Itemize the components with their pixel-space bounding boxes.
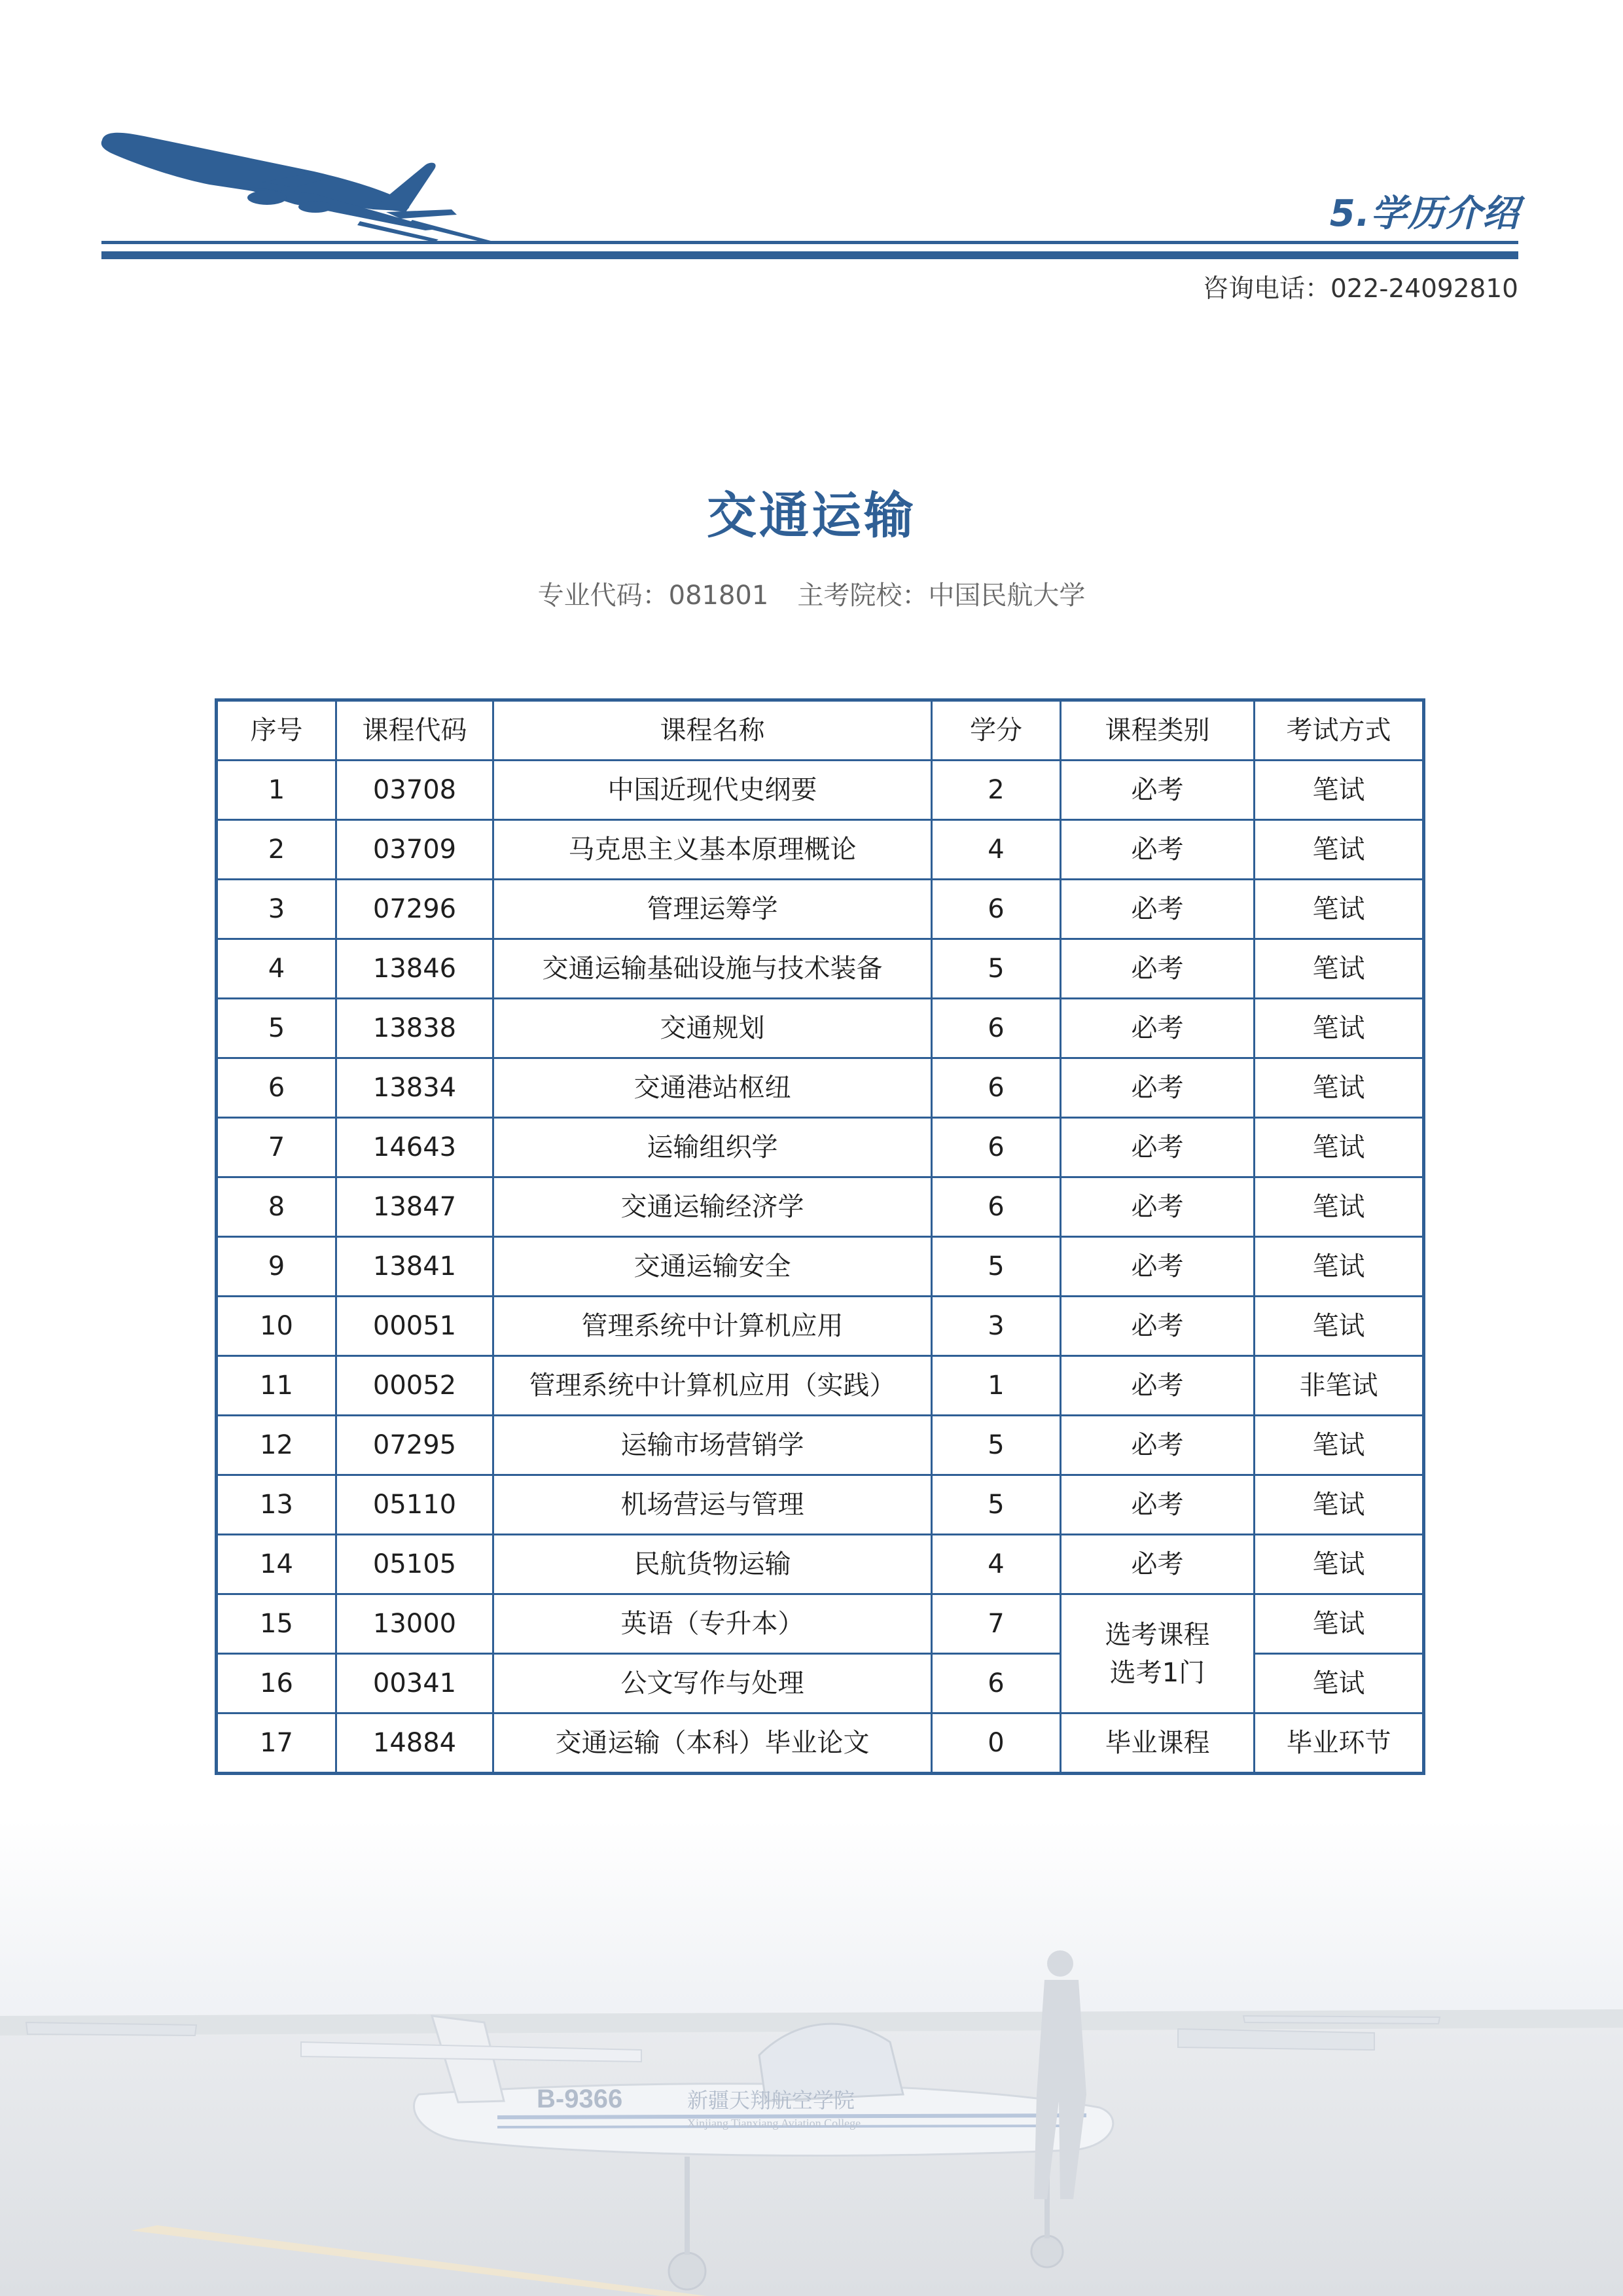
cell-no: 12 [217,1416,336,1475]
cell-no: 11 [217,1356,336,1416]
cell-code: 13834 [336,1058,493,1118]
airfield-photo [0,1820,1623,2296]
table-row [217,1535,1424,1594]
cell-name: 英语（专升本） [493,1594,932,1654]
cell-credits: 6 [932,1177,1061,1237]
cell-name: 中国近现代史纲要 [493,761,932,820]
major-code: 专业代码：081801 [537,581,769,611]
cell-credits: 5 [932,1237,1061,1297]
table-row [217,1118,1424,1177]
cell-category: 必考 [1061,761,1255,820]
cell-credits: 2 [932,761,1061,820]
cell-code: 13846 [336,939,493,999]
cell-code: 03708 [336,761,493,820]
table-row [217,939,1424,999]
course-table [215,698,1425,1775]
cell-no: 9 [217,1237,336,1297]
cell-credits: 0 [932,1713,1061,1774]
cell-exam: 笔试 [1255,1535,1424,1594]
cell-no: 15 [217,1594,336,1654]
cell-exam: 笔试 [1255,939,1424,999]
cell-code: 14643 [336,1118,493,1177]
aircraft-registration: B-9366 [537,2085,623,2113]
cell-exam: 笔试 [1255,761,1424,820]
cell-category: 必考 [1061,1356,1255,1416]
cell-category: 必考 [1061,939,1255,999]
cell-name: 交通运输安全 [493,1237,932,1297]
cell-no: 3 [217,880,336,939]
cell-code: 14884 [336,1713,493,1774]
cell-exam: 笔试 [1255,1058,1424,1118]
cell-category: 必考 [1061,1237,1255,1297]
cell-no: 7 [217,1118,336,1177]
cell-category-elective [1061,1594,1255,1713]
airplane-logo-icon [98,131,497,249]
cell-exam: 非笔试 [1255,1356,1424,1416]
cell-exam: 笔试 [1255,880,1424,939]
header-code: 课程代码 [336,700,493,761]
cell-exam: 毕业环节 [1255,1713,1424,1774]
cell-code: 00341 [336,1654,493,1713]
cell-code: 13838 [336,999,493,1058]
cell-code: 05110 [336,1475,493,1535]
cell-name: 交通规划 [493,999,932,1058]
table-row [217,1416,1424,1475]
table-row [217,880,1424,939]
header-credits: 学分 [932,700,1061,761]
cell-name: 交通运输基础设施与技术装备 [493,939,932,999]
cell-category: 必考 [1061,1297,1255,1356]
cell-no: 10 [217,1297,336,1356]
cell-name: 运输组织学 [493,1118,932,1177]
cell-category: 必考 [1061,1118,1255,1177]
cell-exam: 笔试 [1255,1416,1424,1475]
table-row [217,1058,1424,1118]
cell-name: 管理系统中计算机应用 [493,1297,932,1356]
cell-credits: 6 [932,1118,1061,1177]
table-header-row [217,700,1424,761]
exam-school: 主考院校：中国民航大学 [797,581,1086,611]
cell-code: 13841 [336,1237,493,1297]
cell-category: 必考 [1061,1177,1255,1237]
cell-category: 必考 [1061,1416,1255,1475]
cell-credits: 7 [932,1594,1061,1654]
table-row [217,1594,1424,1654]
cell-no: 16 [217,1654,336,1713]
cell-code: 03709 [336,820,493,880]
cell-name: 马克思主义基本原理概论 [493,820,932,880]
cell-no: 17 [217,1713,336,1774]
header-no: 序号 [217,700,336,761]
cell-name: 运输市场营销学 [493,1416,932,1475]
cell-code: 00052 [336,1356,493,1416]
cell-no: 5 [217,999,336,1058]
cell-credits: 6 [932,1058,1061,1118]
table-row [217,1297,1424,1356]
table-row [217,1713,1424,1774]
cell-no: 6 [217,1058,336,1118]
cell-no: 8 [217,1177,336,1237]
consult-phone: 咨询电话：022-24092810 [1202,274,1518,304]
cell-exam: 笔试 [1255,999,1424,1058]
cell-code: 13847 [336,1177,493,1237]
header-exam: 考试方式 [1255,700,1424,761]
table-row [217,1356,1424,1416]
elective-line-2: 选考1门 [1109,1657,1205,1688]
cell-credits: 1 [932,1356,1061,1416]
cell-name: 交通港站枢纽 [493,1058,932,1118]
table-row [217,761,1424,820]
cell-category: 必考 [1061,880,1255,939]
table-row [217,1475,1424,1535]
cell-category: 必考 [1061,1058,1255,1118]
table-row [217,820,1424,880]
cell-credits: 6 [932,1654,1061,1713]
cell-credits: 6 [932,999,1061,1058]
cell-exam: 笔试 [1255,820,1424,880]
cell-name: 管理系统中计算机应用（实践） [493,1356,932,1416]
cell-exam: 笔试 [1255,1475,1424,1535]
elective-line-1: 选考课程 [1105,1619,1210,1650]
table-row [217,1177,1424,1237]
cell-no: 4 [217,939,336,999]
cell-exam: 笔试 [1255,1237,1424,1297]
major-title: 交通运输 [707,486,916,545]
cell-name: 交通运输经济学 [493,1177,932,1237]
aircraft-livery-subtext: Xinjiang Tianxiang Aviation College [687,2117,861,2130]
cell-code: 05105 [336,1535,493,1594]
table-row [217,999,1424,1058]
cell-credits: 6 [932,880,1061,939]
header-divider [101,241,1518,259]
cell-category: 必考 [1061,1535,1255,1594]
cell-exam: 笔试 [1255,1594,1424,1654]
cell-credits: 4 [932,820,1061,880]
cell-code: 13000 [336,1594,493,1654]
cell-name: 机场营运与管理 [493,1475,932,1535]
cell-name: 交通运输（本科）毕业论文 [493,1713,932,1774]
cell-exam: 笔试 [1255,1118,1424,1177]
cell-category: 毕业课程 [1061,1713,1255,1774]
cell-credits: 4 [932,1535,1061,1594]
cell-name: 民航货物运输 [493,1535,932,1594]
cell-credits: 5 [932,1416,1061,1475]
cell-no: 1 [217,761,336,820]
cell-credits: 3 [932,1297,1061,1356]
header-category: 课程类别 [1061,700,1255,761]
cell-credits: 5 [932,1475,1061,1535]
cell-category: 必考 [1061,999,1255,1058]
cell-name: 公文写作与处理 [493,1654,932,1713]
cell-no: 2 [217,820,336,880]
cell-name: 管理运筹学 [493,880,932,939]
cell-exam: 笔试 [1255,1177,1424,1237]
cell-exam: 笔试 [1255,1654,1424,1713]
cell-category: 必考 [1061,820,1255,880]
cell-code: 07296 [336,880,493,939]
cell-no: 14 [217,1535,336,1594]
cell-category: 必考 [1061,1475,1255,1535]
cell-exam: 笔试 [1255,1297,1424,1356]
section-title: 5.学历介绍 [1329,192,1520,235]
table-row [217,1237,1424,1297]
major-info [0,575,1623,612]
cell-credits: 5 [932,939,1061,999]
cell-code: 00051 [336,1297,493,1356]
header-name: 课程名称 [493,700,932,761]
cell-no: 13 [217,1475,336,1535]
cell-code: 07295 [336,1416,493,1475]
aircraft-livery-text: 新疆天翔航空学院 [687,2088,855,2113]
